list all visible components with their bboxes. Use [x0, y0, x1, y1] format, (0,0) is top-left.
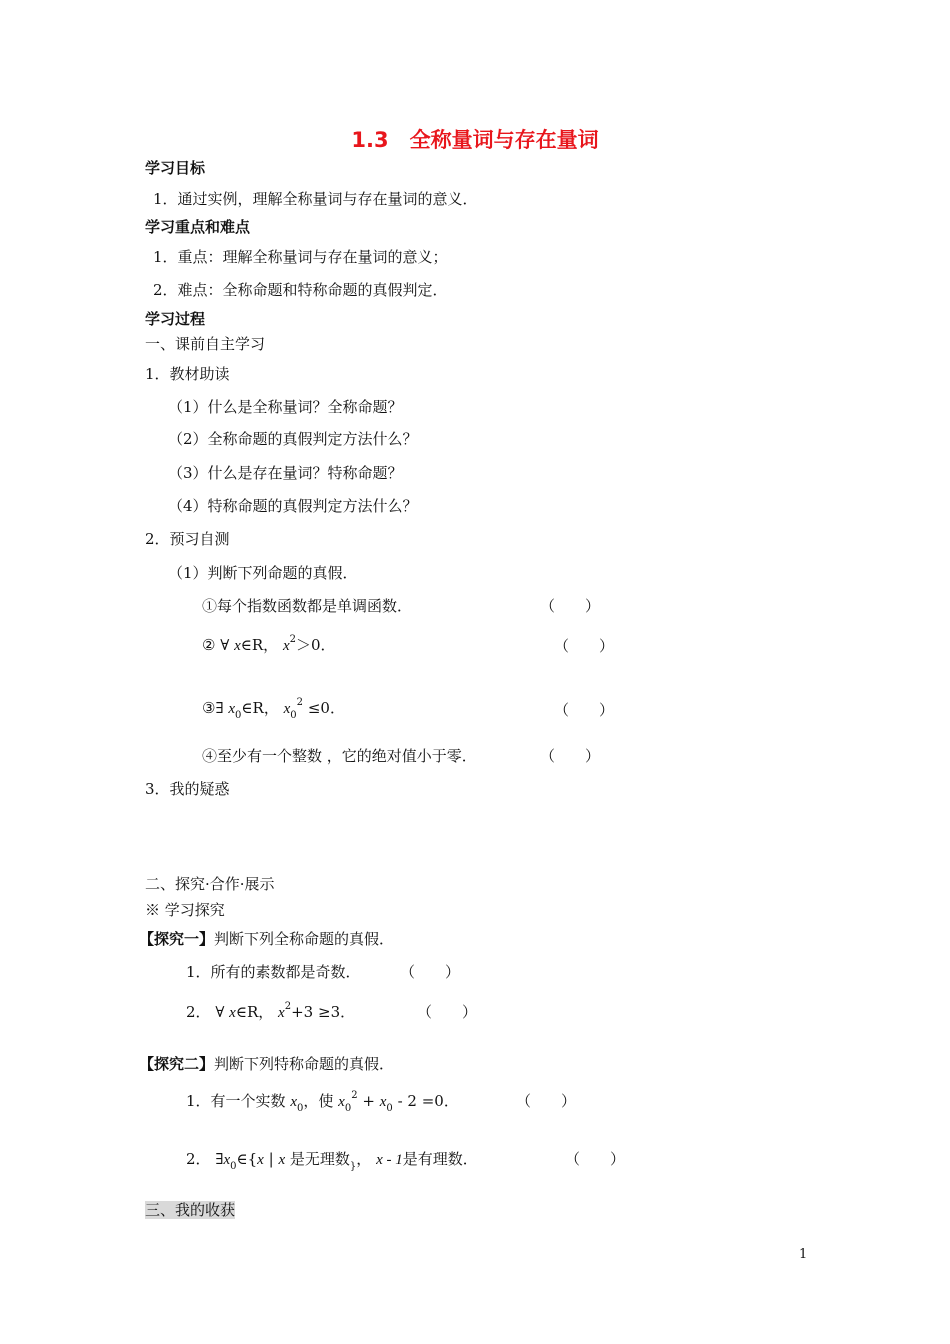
page-number: 1: [799, 1247, 808, 1262]
explore2-item1: 1．有一个实数 $x_0$，使 $x_0^2 + x_0 - 2 =0$．: [186, 1090, 459, 1114]
pretest-c: ③∃ $x_0\in R$， $x_0^2 \le 0$．: [202, 697, 345, 721]
answer-bracket: （ ）: [540, 597, 601, 615]
explore1-item1: 1．所有的素数都是奇数．: [186, 963, 361, 981]
answer-bracket: （ ）: [400, 963, 461, 981]
explore2: 【探究二】判断下列特称命题的真假．: [139, 1055, 395, 1073]
item3: 3．我的疑惑: [145, 780, 230, 798]
pretest-instruction: （1）判断下列命题的真假．: [168, 564, 358, 582]
key-heading: 学习重点和难点: [145, 218, 251, 236]
explore-label: ※ 学习探究: [145, 901, 225, 919]
part1-heading: 一、课前自主学习: [145, 335, 266, 353]
page-title: 1.3 全称量词与存在量词: [351, 128, 599, 152]
goal-1: 1．通过实例，理解全称量词与存在量词的意义．: [153, 190, 478, 208]
answer-bracket: （ ）: [565, 1150, 626, 1168]
process-heading: 学习过程: [145, 310, 206, 328]
item2: 2．预习自测: [145, 530, 230, 548]
question-2: （2）全称命题的真假判定方法什么？: [168, 430, 418, 448]
pretest-d: ④至少有一个整数 ，它的绝对值小于零．: [202, 747, 477, 765]
item1: 1．教材助读: [145, 365, 230, 383]
question-3: （3）什么是存在量词？特称命题？: [168, 464, 403, 482]
question-4: （4）特称命题的真假判定方法什么？: [168, 497, 418, 515]
part2-heading: 二、探究·合作·展示: [145, 875, 275, 893]
answer-bracket: （ ）: [554, 701, 615, 719]
key-1: 1．重点：理解全称量词与存在量词的意义；: [153, 248, 448, 266]
part3-heading: 三、我的收获: [145, 1201, 236, 1219]
key-2: 2．难点：全称命题和特称命题的真假判定．: [153, 281, 448, 299]
pretest-b: ② ∀ x∈R， $x^2>0$．: [202, 634, 336, 654]
answer-bracket: （ ）: [516, 1092, 577, 1110]
explore1-item2: 2． ∀ x∈R， $x^2+3 \ge 3$．: [186, 1001, 356, 1021]
answer-bracket: （ ）: [554, 637, 615, 655]
explore1: 【探究一】判断下列全称命题的真假．: [139, 930, 395, 948]
question-1: （1）什么是全称量词？全称命题？: [168, 398, 403, 416]
answer-bracket: （ ）: [540, 747, 601, 765]
pretest-a: ①每个指数函数都是单调函数．: [202, 597, 413, 615]
explore2-item2: 2． $\exists x_0\in\{x$ | x 是无理数$_{\}}$， x - 1是有理数．: [186, 1150, 478, 1172]
goals-heading: 学习目标: [145, 159, 206, 177]
answer-bracket: （ ）: [417, 1003, 478, 1021]
